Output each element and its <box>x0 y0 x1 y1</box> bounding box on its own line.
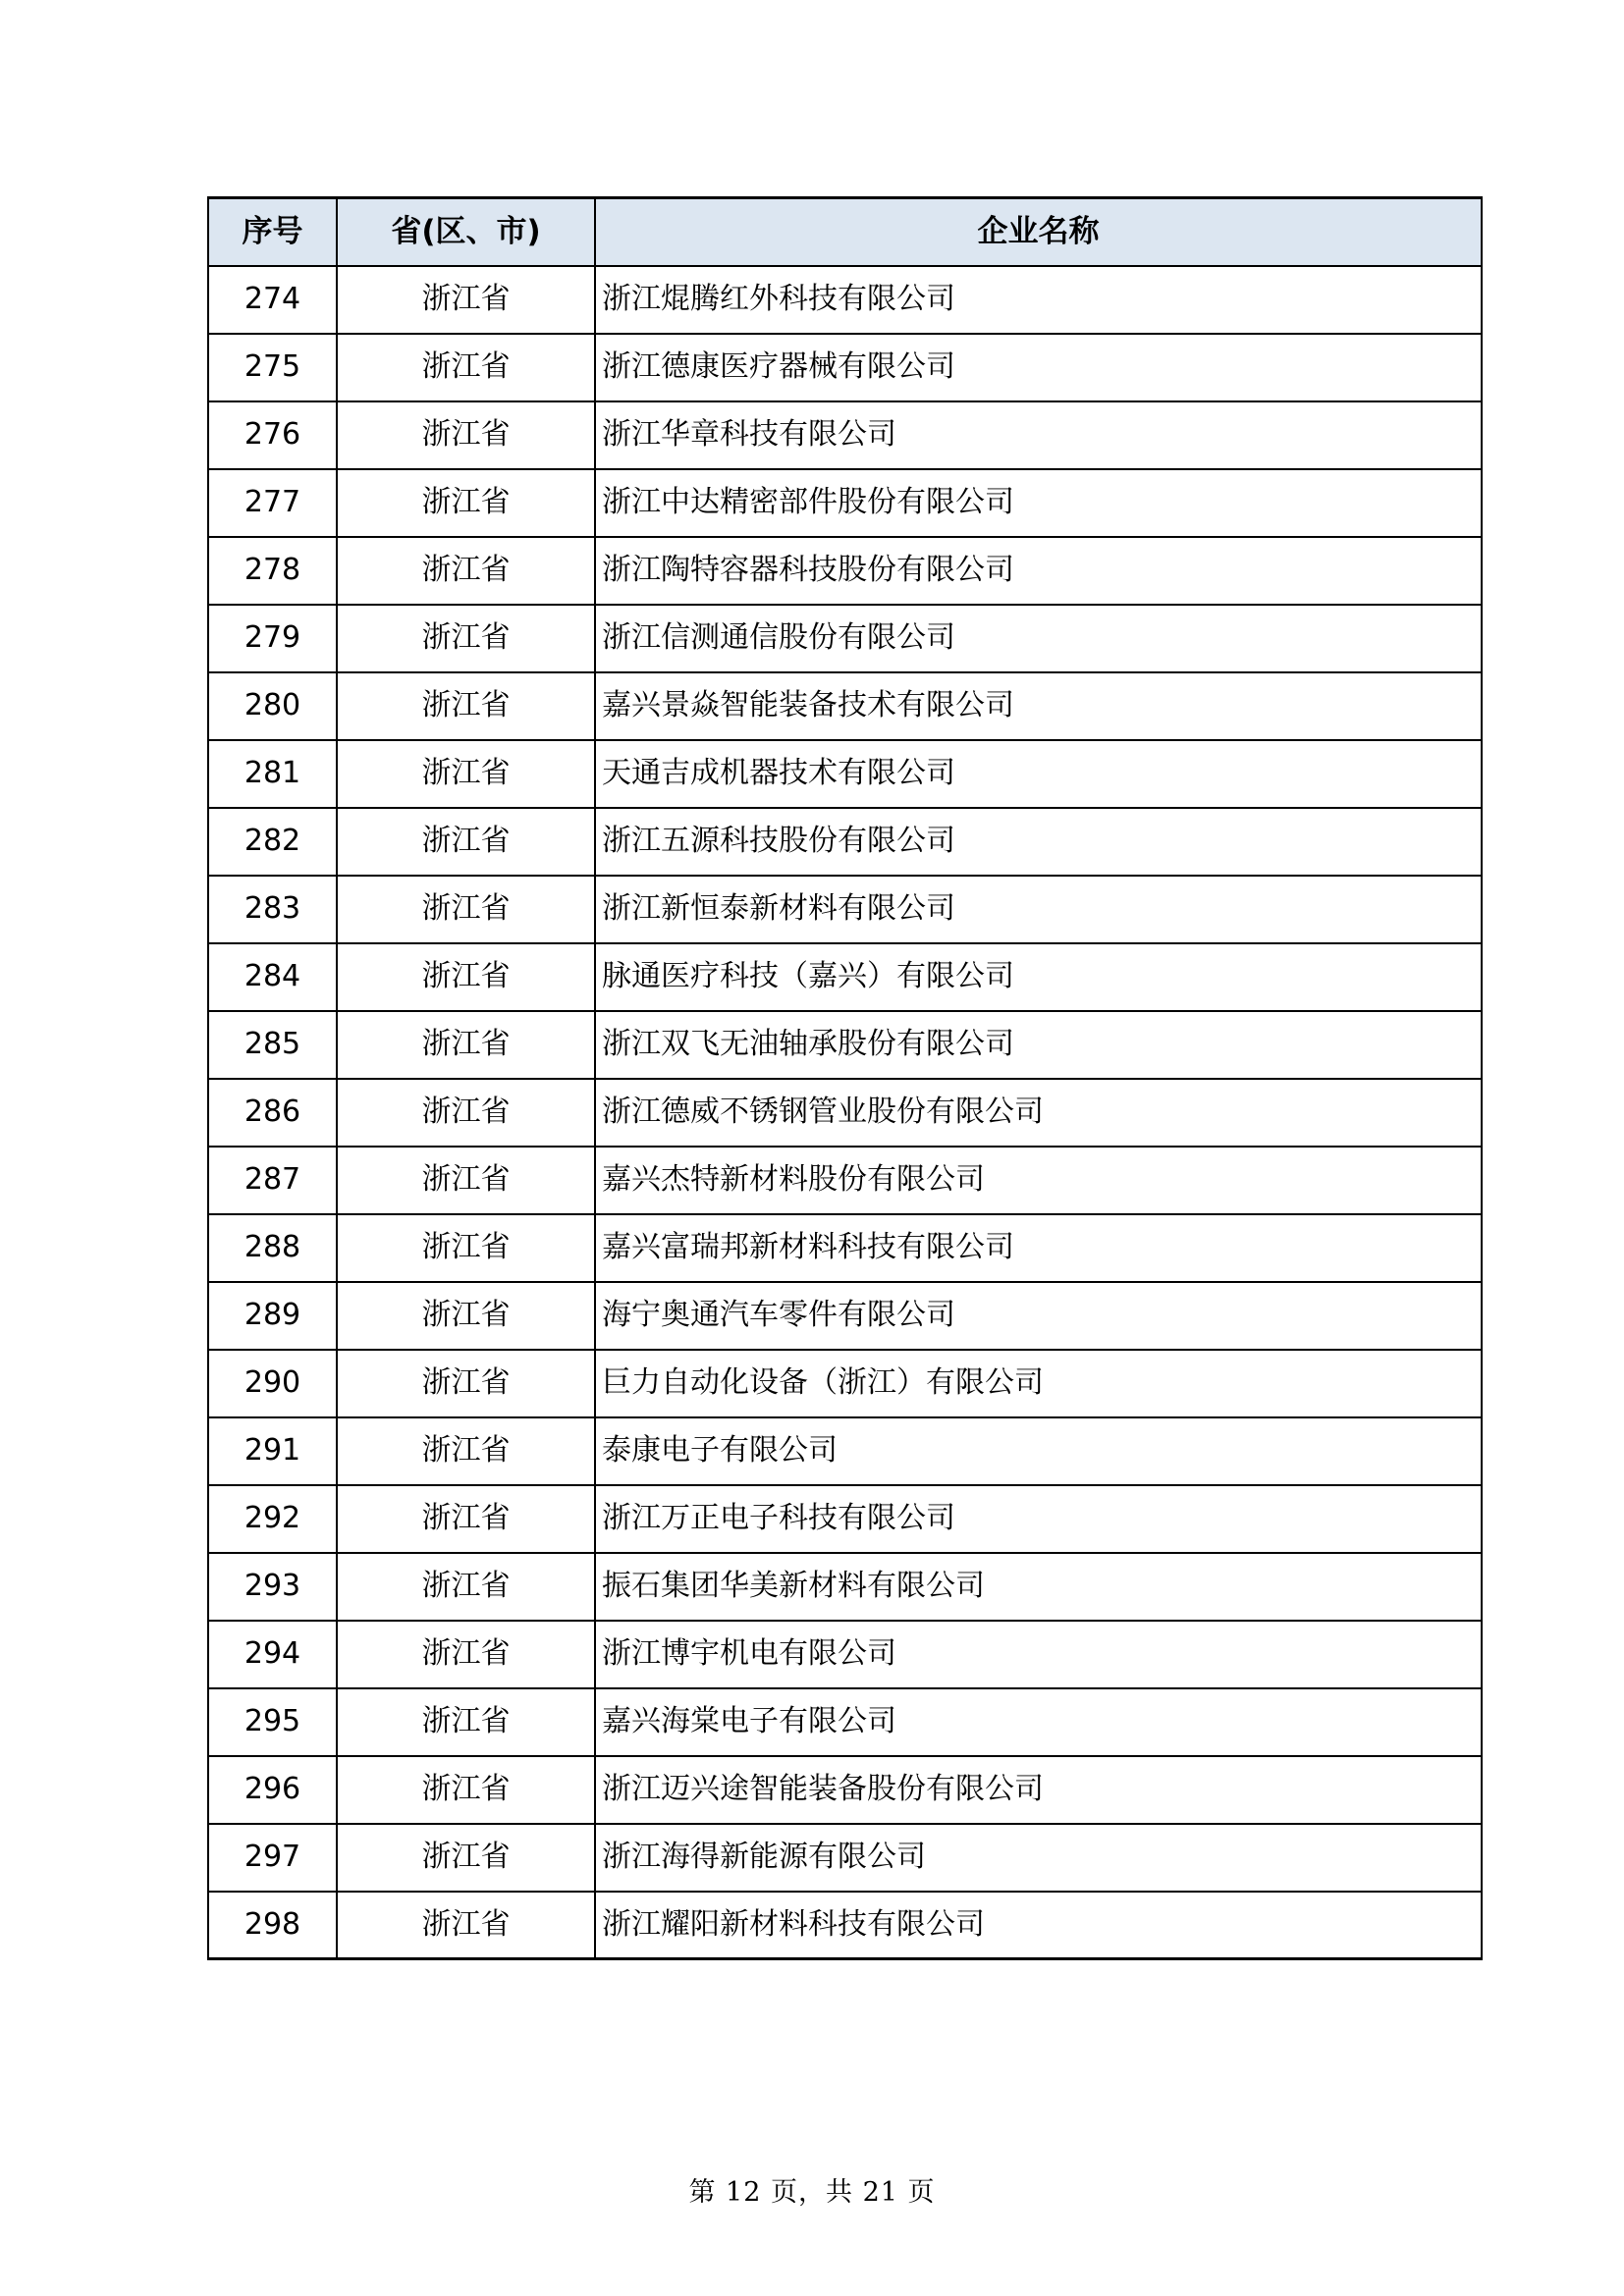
header-row <box>208 198 1482 266</box>
province-cell: 浙江省 <box>337 1079 595 1147</box>
serial-number-cell: 292 <box>208 1485 337 1553</box>
company-name-cell: 海宁奥通汽车零件有限公司 <box>595 1282 1482 1350</box>
company-name-cell: 浙江德威不锈钢管业股份有限公司 <box>595 1079 1482 1147</box>
table-row <box>208 943 1482 1011</box>
company-name-cell: 浙江信测通信股份有限公司 <box>595 605 1482 672</box>
province-cell: 浙江省 <box>337 605 595 672</box>
serial-number-cell: 288 <box>208 1214 337 1282</box>
province-cell: 浙江省 <box>337 1485 595 1553</box>
serial-number-cell: 286 <box>208 1079 337 1147</box>
company-name-cell: 浙江焜腾红外科技有限公司 <box>595 266 1482 334</box>
page-footer: 第 12 页，共 21 页 <box>688 2177 936 2208</box>
serial-number-cell: 280 <box>208 672 337 740</box>
serial-number-cell: 284 <box>208 943 337 1011</box>
table-row <box>208 1147 1482 1214</box>
province-cell: 浙江省 <box>337 1824 595 1892</box>
province-cell: 浙江省 <box>337 1282 595 1350</box>
table-row <box>208 1079 1482 1147</box>
province-cell: 浙江省 <box>337 1688 595 1756</box>
province-cell: 浙江省 <box>337 1350 595 1417</box>
company-name-cell: 浙江博宇机电有限公司 <box>595 1621 1482 1688</box>
serial-number-cell: 296 <box>208 1756 337 1824</box>
company-name-cell: 脉通医疗科技（嘉兴）有限公司 <box>595 943 1482 1011</box>
company-name-cell: 嘉兴海棠电子有限公司 <box>595 1688 1482 1756</box>
table-row <box>208 334 1482 401</box>
company-name-cell: 浙江德康医疗器械有限公司 <box>595 334 1482 401</box>
table-row <box>208 1350 1482 1417</box>
serial-number-cell: 298 <box>208 1892 337 1959</box>
table-row <box>208 1688 1482 1756</box>
province-cell: 浙江省 <box>337 1621 595 1688</box>
serial-number-cell: 293 <box>208 1553 337 1621</box>
province-cell: 浙江省 <box>337 537 595 605</box>
table-row <box>208 1282 1482 1350</box>
province-cell: 浙江省 <box>337 672 595 740</box>
serial-number-cell: 274 <box>208 266 337 334</box>
company-name-cell: 浙江中达精密部件股份有限公司 <box>595 469 1482 537</box>
province-cell: 浙江省 <box>337 1892 595 1959</box>
serial-number-cell: 275 <box>208 334 337 401</box>
company-name-cell: 浙江双飞无油轴承股份有限公司 <box>595 1011 1482 1079</box>
province-cell: 浙江省 <box>337 1011 595 1079</box>
table-row <box>208 537 1482 605</box>
province-cell: 浙江省 <box>337 808 595 876</box>
table-row <box>208 1214 1482 1282</box>
province-cell: 浙江省 <box>337 266 595 334</box>
company-name-cell: 浙江耀阳新材料科技有限公司 <box>595 1892 1482 1959</box>
table-row <box>208 740 1482 808</box>
serial-number-cell: 295 <box>208 1688 337 1756</box>
province-cell: 浙江省 <box>337 1214 595 1282</box>
company-name-cell: 嘉兴杰特新材料股份有限公司 <box>595 1147 1482 1214</box>
table-row <box>208 401 1482 469</box>
table-row <box>208 1756 1482 1824</box>
header-serial-number: 序号 <box>208 198 337 266</box>
company-name-cell: 巨力自动化设备（浙江）有限公司 <box>595 1350 1482 1417</box>
table-row <box>208 1621 1482 1688</box>
table-row <box>208 469 1482 537</box>
table-row <box>208 1892 1482 1959</box>
company-list-table <box>207 196 1483 1960</box>
company-name-cell: 振石集团华美新材料有限公司 <box>595 1553 1482 1621</box>
table-row <box>208 876 1482 943</box>
province-cell: 浙江省 <box>337 469 595 537</box>
company-name-cell: 浙江万正电子科技有限公司 <box>595 1485 1482 1553</box>
table-body <box>208 266 1482 1959</box>
company-name-cell: 浙江五源科技股份有限公司 <box>595 808 1482 876</box>
province-cell: 浙江省 <box>337 740 595 808</box>
company-name-cell: 浙江华章科技有限公司 <box>595 401 1482 469</box>
province-cell: 浙江省 <box>337 1553 595 1621</box>
table-row <box>208 1485 1482 1553</box>
table-row <box>208 605 1482 672</box>
serial-number-cell: 287 <box>208 1147 337 1214</box>
province-cell: 浙江省 <box>337 943 595 1011</box>
serial-number-cell: 282 <box>208 808 337 876</box>
serial-number-cell: 289 <box>208 1282 337 1350</box>
company-name-cell: 浙江新恒泰新材料有限公司 <box>595 876 1482 943</box>
table-row <box>208 1824 1482 1892</box>
serial-number-cell: 278 <box>208 537 337 605</box>
company-name-cell: 天通吉成机器技术有限公司 <box>595 740 1482 808</box>
serial-number-cell: 281 <box>208 740 337 808</box>
serial-number-cell: 291 <box>208 1417 337 1485</box>
serial-number-cell: 276 <box>208 401 337 469</box>
province-cell: 浙江省 <box>337 401 595 469</box>
serial-number-cell: 297 <box>208 1824 337 1892</box>
header-company-name: 企业名称 <box>595 198 1482 266</box>
province-cell: 浙江省 <box>337 1147 595 1214</box>
table-row <box>208 1011 1482 1079</box>
company-name-cell: 浙江陶特容器科技股份有限公司 <box>595 537 1482 605</box>
header-province: 省(区、市) <box>337 198 595 266</box>
serial-number-cell: 277 <box>208 469 337 537</box>
serial-number-cell: 290 <box>208 1350 337 1417</box>
table-row <box>208 808 1482 876</box>
serial-number-cell: 283 <box>208 876 337 943</box>
province-cell: 浙江省 <box>337 334 595 401</box>
company-name-cell: 嘉兴景焱智能装备技术有限公司 <box>595 672 1482 740</box>
table-header <box>208 198 1482 266</box>
company-name-cell: 泰康电子有限公司 <box>595 1417 1482 1485</box>
serial-number-cell: 279 <box>208 605 337 672</box>
serial-number-cell: 285 <box>208 1011 337 1079</box>
province-cell: 浙江省 <box>337 1417 595 1485</box>
province-cell: 浙江省 <box>337 1756 595 1824</box>
province-cell: 浙江省 <box>337 876 595 943</box>
company-name-cell: 浙江迈兴途智能装备股份有限公司 <box>595 1756 1482 1824</box>
company-name-cell: 嘉兴富瑞邦新材料科技有限公司 <box>595 1214 1482 1282</box>
table-row <box>208 1553 1482 1621</box>
serial-number-cell: 294 <box>208 1621 337 1688</box>
table-row <box>208 266 1482 334</box>
company-name-cell: 浙江海得新能源有限公司 <box>595 1824 1482 1892</box>
table-row <box>208 672 1482 740</box>
table-row <box>208 1417 1482 1485</box>
